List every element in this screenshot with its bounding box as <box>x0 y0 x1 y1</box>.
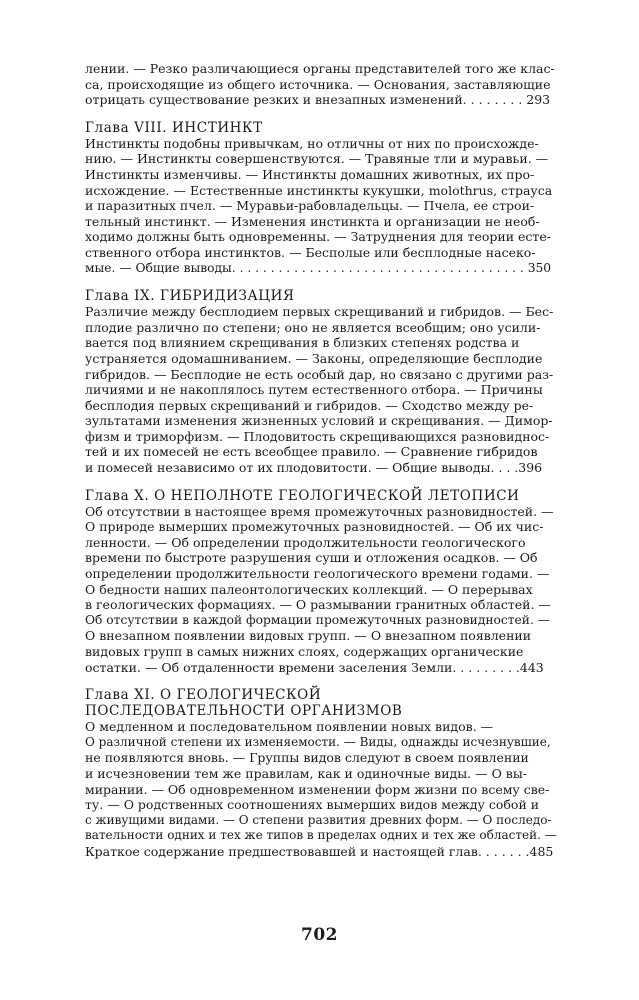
chapter-heading-continued: ПОСЛЕДОВАТЕЛЬНОСТИ ОРГАНИЗМОВ <box>85 703 403 720</box>
text-line: гибридов. — Бесплодие не есть особый дар, но связано с другими раз- <box>85 366 554 382</box>
text-line: ленности. — Об определении продолжительности геологического <box>85 534 526 550</box>
chapter-9 <box>85 288 557 476</box>
text-line: мые. — Общие выводы. . . . . . . . . . . . . . . . . . . . . . . . . . . . . . . . . . . . . . 350 <box>85 260 552 275</box>
text-line: остатки. — Об отдаленности времени заселения Земли. . . . . . . . .443 <box>85 659 544 675</box>
text-line: с живущими видами. — О степени развития древних форм. — О последо- <box>85 812 552 827</box>
text-line: вается под влиянием скрещивания в близких степенях родства и <box>85 335 520 351</box>
text-line: О природе вымерших промежуточных разновидностей. — Об их чис- <box>85 519 544 535</box>
text-line: в геологических формациях. — О размывании гранитных областей. — <box>85 597 551 613</box>
text-line: физм и триморфизм. — Плодовитость скрещивающихся разновиднос- <box>85 428 550 444</box>
chapter-heading: Глава X. О НЕПОЛНОТЕ ГЕОЛОГИЧЕСКОЙ ЛЕТОПИСИ <box>85 487 520 504</box>
chapter-heading: Глава IX. ГИБРИДИЗАЦИЯ <box>85 288 295 305</box>
text-line: Об отсутствии в настоящее время промежуточных разновидностей. — <box>85 503 554 519</box>
text-line: тей и их помесей не есть всеобщее правило. — Сравнение гибридов <box>85 444 538 460</box>
chapter-10 <box>85 488 557 676</box>
text-line: не появляются вновь. — Группы видов следуют в своем появлении <box>85 750 529 766</box>
text-line: и исчезновении тем же правилам, как и одиночные виды. — О вы- <box>85 765 528 781</box>
text-line: О внезапном появлении видовых групп. — О внезапном появлении <box>85 628 532 644</box>
page-number: 702 <box>301 925 338 945</box>
text-line: зультатами изменения жизненных условий и скрещивания. — Димор- <box>85 413 553 429</box>
text-line: мирании. — Об одновременном изменении форм жизни по всему све- <box>85 781 550 797</box>
text-line: тельный инстинкт. — Изменения инстинкта и организации не необ- <box>85 213 540 229</box>
text-line: О медленном и последовательном появлении новых видов. — <box>85 719 494 735</box>
chapter-heading: Глава XI. О ГЕОЛОГИЧЕСКОЙ <box>85 687 322 704</box>
text-line: устраняется одомашниванием. — Законы, определяющие бесплодие <box>85 350 543 366</box>
text-line: Инстинкты изменчивы. — Инстинкты домашних животных, их про- <box>85 166 535 182</box>
text-line: лении. — Резко различающиеся органы представителей того же клас- <box>85 61 555 76</box>
text-line: времени по быстроте разрушения суши и отложения осадков. — Об <box>85 550 538 566</box>
text-line: Краткое содержание предшествовавшей и настоящей глав. . . . . . .485 <box>85 843 554 859</box>
text-line: бесплодия первых скрещиваний и гибридов. — Сходство между ре- <box>85 397 534 413</box>
text-line: Инстинкты подобны привычкам, но отличны от них по происхожде- <box>85 135 539 151</box>
text-line: плодие различно по степени; оно не является всеобщим; оно усили- <box>85 319 541 335</box>
text-line: вательности одних и тех же типов в пределах одних и тех же областей. — <box>85 828 557 843</box>
text-line: Различие между бесплодием первых скрещиваний и гибридов. — Бес- <box>85 304 554 320</box>
text-line: ственного отбора инстинктов. — Бесполые или бесплодные насеко- <box>85 244 536 260</box>
text-line: определении продолжительности геологического времени годами. — <box>85 566 550 582</box>
text-line: ходимо должны быть одновременны. — Затруднения для теории есте- <box>85 229 551 245</box>
text-line: нию. — Инстинкты совершенствуются. — Травяные тли и муравьи. — <box>85 151 549 167</box>
text-line: ту. — О родственных соотношениях вымерших видов между собой и <box>85 797 540 813</box>
continuation-paragraph <box>85 61 557 108</box>
text-line: О бедности наших палеонтологических коллекций. — О перерывах <box>85 581 533 597</box>
text-line: О различной степени их изменяемости. — Виды, однажды исчезнувшие, <box>85 734 551 749</box>
chapter-11 <box>85 687 557 859</box>
chapter-8 <box>85 120 557 276</box>
text-line: личиями и не накоплялось путем естественного отбора. — Причины <box>85 382 543 398</box>
text-line: отрицать существование резких и внезапных изменений. . . . . . . . 293 <box>85 92 551 108</box>
text-line: Об отсутствии в каждой формации промежуточных разновидностей. — <box>85 612 551 627</box>
text-line: и помесей независимо от их плодовитости. — Общие выводы. . . .396 <box>85 460 543 476</box>
text-line: са, происходящие из общего источника. — Основания, заставляющие <box>85 76 551 92</box>
chapter-heading: Глава VIII. ИНСТИНКТ <box>85 119 263 136</box>
text-line: видовых групп в самых нижних слоях, содержащих органические <box>85 644 524 659</box>
text-line: исхождение. — Естественные инстинкты кукушки, molothrus, страуса <box>85 182 553 198</box>
text-column <box>85 61 557 860</box>
text-line: и паразитных пчел. — Муравьи-рабовладельцы. — Пчела, ее строи- <box>85 198 535 214</box>
